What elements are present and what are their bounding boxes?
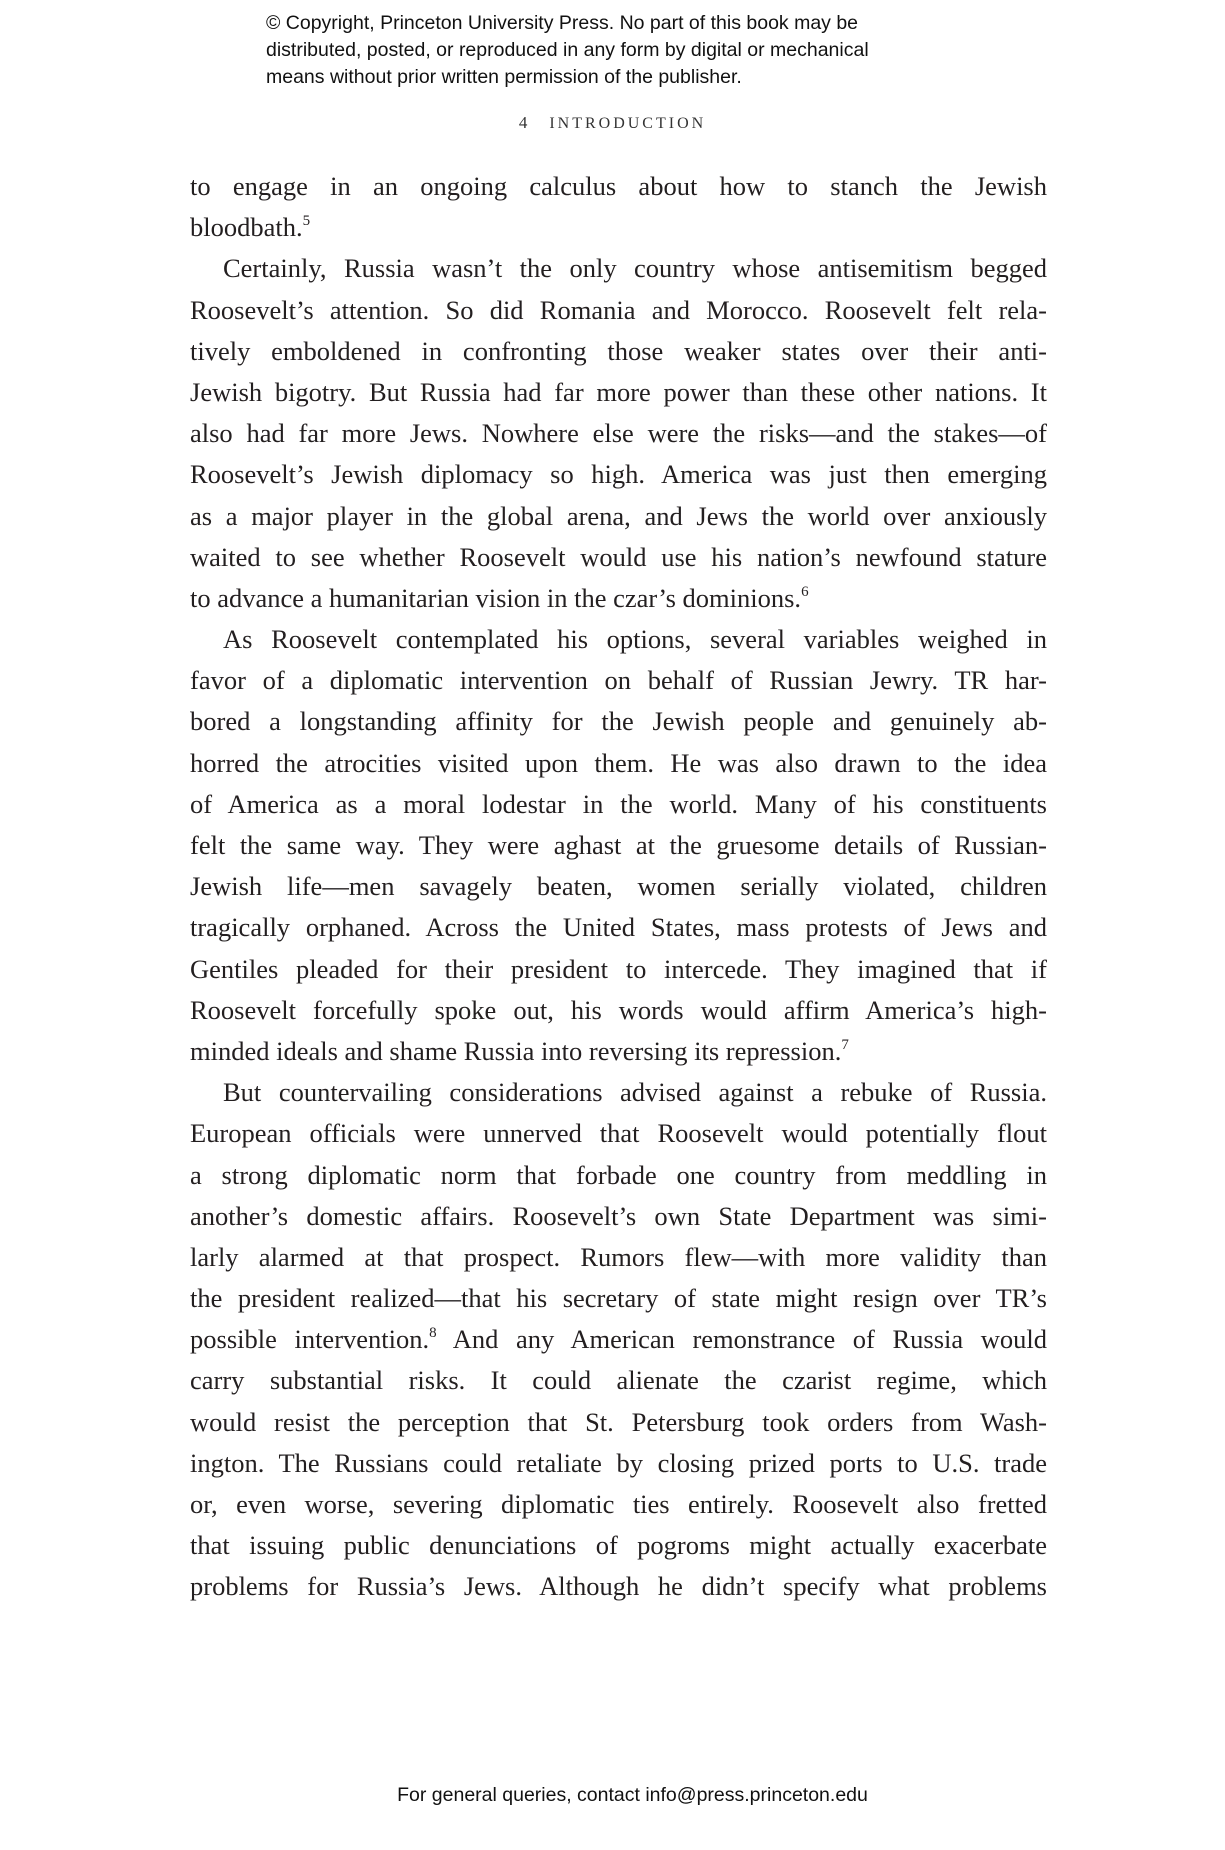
line-text: Roosevelt forcefully spoke out, his words would affirm America’s high- [190, 994, 1047, 1025]
line-text: possible intervention. [190, 1324, 430, 1355]
copyright-line: © Copyright, Princeton University Press. No part of this book may be [266, 12, 859, 34]
running-head [0, 113, 1225, 133]
text-line [190, 1031, 1047, 1072]
copyright-line: distributed, posted, or reproduced in any form by digital or mechanical [266, 39, 869, 61]
footer-contact: For general queries, contact info@press.princeton.edu [397, 1784, 868, 1806]
line-text: to engage in an ongoing calculus about how to stanch the Jewish [190, 171, 1047, 201]
text-line [190, 990, 1047, 1031]
text-line [190, 1402, 1047, 1443]
line-text: ington. The Russians could retaliate by closing prized ports to U.S. trade [190, 1447, 1047, 1478]
text-line [190, 1443, 1047, 1484]
line-text: waited to see whether Roosevelt would use his nation’s newfound stature [190, 541, 1047, 572]
footnote-marker: 5 [302, 213, 311, 230]
line-text: bored a longstanding affinity for the Jewish people and genuinely ab- [190, 706, 1047, 737]
footnote-marker: 7 [841, 1036, 849, 1053]
text-line [190, 784, 1047, 825]
text-line [190, 1237, 1047, 1278]
text-line [190, 660, 1047, 701]
text-line [190, 1278, 1047, 1319]
line-text: Roosevelt’s attention. So did Romania and Morocco. Roosevelt felt rela- [190, 294, 1047, 325]
text-line [190, 1155, 1047, 1196]
text-line [190, 207, 1047, 248]
text-line [190, 331, 1047, 372]
line-text: problems for Russia’s Jews. Although he didn’t specify what problems [190, 1571, 1047, 1602]
chapter-title: INTRODUCTION [549, 115, 707, 132]
line-text: also had far more Jews. Nowhere else were the risks—and the stakes—of [190, 418, 1047, 449]
text-line [190, 454, 1047, 495]
text-line [190, 248, 1047, 289]
line-text: Jewish bigotry. But Russia had far more power than these other nations. It [190, 376, 1047, 407]
line-text: Roosevelt’s Jewish diplomacy so high. America was just then emerging [190, 459, 1047, 490]
text-line [190, 1525, 1047, 1566]
line-text: favor of a diplomatic intervention on behalf of Russian Jewry. TR har- [190, 665, 1047, 696]
text-line [190, 949, 1047, 990]
body-text [190, 166, 1047, 1608]
footnote-marker: 6 [801, 583, 809, 600]
text-line [190, 1196, 1047, 1237]
text-line [190, 907, 1047, 948]
line-text: bloodbath. [190, 212, 303, 243]
text-line [190, 866, 1047, 907]
page-number: 4 [518, 113, 528, 132]
line-text: horred the atrocities visited upon them. He was also drawn to the idea [190, 747, 1047, 778]
line-text: But countervailing considerations advised against a rebuke of Russia. [223, 1077, 1047, 1108]
line-text: Certainly, Russia wasn’t the only country whose antisemitism begged [223, 253, 1047, 284]
line-text: another’s domestic affairs. Roosevelt’s own State Department was simi- [190, 1200, 1047, 1231]
line-text: the president realized—that his secretary of state might resign over TR’s [190, 1283, 1047, 1314]
line-text: European officials were unnerved that Roosevelt would potentially flout [190, 1118, 1047, 1149]
line-text: minded ideals and shame Russia into reversing its repression. [190, 1035, 842, 1066]
line-text: Gentiles pleaded for their president to intercede. They imagined that if [190, 953, 1047, 984]
text-line [190, 619, 1047, 660]
text-line [190, 825, 1047, 866]
text-line [190, 413, 1047, 454]
copyright-line: means without prior written permission of the publisher. [266, 66, 742, 88]
text-line [190, 1113, 1047, 1154]
line-text: would resist the perception that St. Petersburg took orders from Wash- [190, 1406, 1047, 1437]
text-line [190, 372, 1047, 413]
text-line [190, 1072, 1047, 1113]
line-text: And any American remonstrance of Russia would [436, 1324, 1047, 1355]
text-line [190, 496, 1047, 537]
text-line [190, 537, 1047, 578]
line-text: as a major player in the global arena, and Jews the world over anxiously [190, 500, 1047, 531]
text-line [190, 1360, 1047, 1401]
line-text: a strong diplomatic norm that forbade one country from meddling in [190, 1159, 1047, 1190]
line-text: felt the same way. They were aghast at the gruesome details of Russian- [190, 830, 1047, 860]
text-line [190, 578, 1047, 619]
text-line [190, 701, 1047, 742]
line-text: Jewish life—men savagely beaten, women serially violated, children [190, 871, 1047, 902]
text-line [190, 166, 1047, 207]
text-line [190, 290, 1047, 331]
line-text: to advance a humanitarian vision in the czar’s dominions. [190, 582, 802, 613]
line-text: larly alarmed at that prospect. Rumors flew—with more validity than [190, 1241, 1047, 1272]
line-text: As Roosevelt contemplated his options, several variables weighed in [223, 624, 1047, 655]
line-text: carry substantial risks. It could alienate the czarist regime, which [190, 1365, 1047, 1396]
text-line [190, 1319, 1047, 1360]
line-text: of America as a moral lodestar in the world. Many of his constituents [190, 788, 1047, 819]
text-line [190, 1484, 1047, 1525]
text-line [190, 743, 1047, 784]
text-line [190, 1566, 1047, 1607]
line-text: tively emboldened in confronting those weaker states over their anti- [190, 335, 1047, 366]
line-text: or, even worse, severing diplomatic ties entirely. Roosevelt also fretted [190, 1489, 1047, 1519]
line-text: that issuing public denunciations of pogroms might actually exacerbate [190, 1530, 1047, 1561]
line-text: tragically orphaned. Across the United States, mass protests of Jews and [190, 912, 1047, 943]
copyright-notice [266, 10, 869, 91]
footnote-marker: 8 [429, 1325, 437, 1342]
